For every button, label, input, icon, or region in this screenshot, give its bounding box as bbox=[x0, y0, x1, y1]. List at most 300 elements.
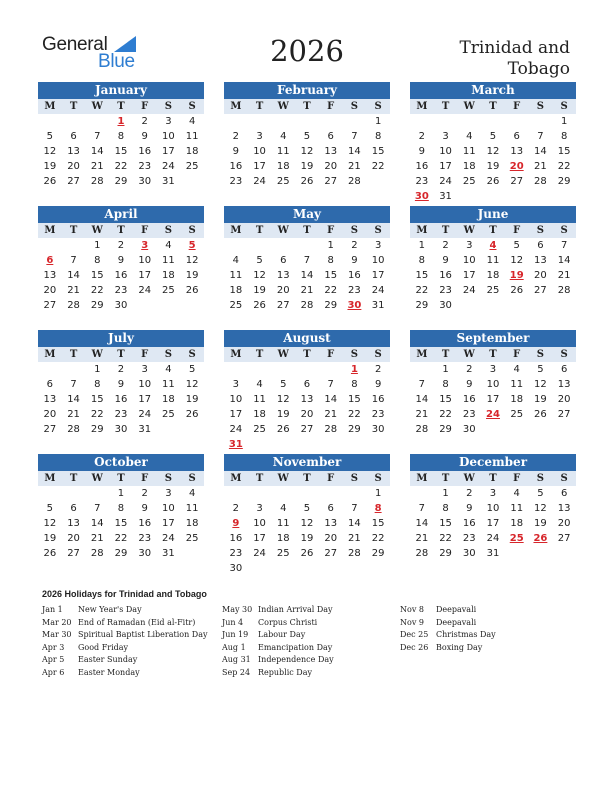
day: 17 bbox=[162, 146, 175, 157]
day: 19 bbox=[43, 161, 57, 172]
weekday-label: S bbox=[350, 473, 359, 484]
day: 9 bbox=[117, 379, 125, 390]
day: 7 bbox=[351, 131, 358, 142]
day: 12 bbox=[510, 255, 524, 266]
weekday-label: W bbox=[91, 225, 103, 236]
day: 2 bbox=[466, 364, 473, 375]
holiday-name: Republic Day bbox=[258, 667, 312, 677]
day: 13 bbox=[557, 503, 571, 514]
day: 1 bbox=[117, 488, 125, 499]
day: 19 bbox=[253, 285, 266, 296]
day: 27 bbox=[324, 548, 338, 559]
day: 23 bbox=[138, 161, 152, 172]
empty-cell bbox=[271, 362, 295, 377]
day: 5 bbox=[188, 364, 196, 375]
day: 23 bbox=[114, 285, 128, 296]
day: 28 bbox=[67, 424, 80, 435]
day: 18 bbox=[276, 161, 290, 172]
weekday-label: F bbox=[141, 349, 149, 360]
holiday-item bbox=[42, 667, 208, 680]
empty-cell bbox=[295, 486, 319, 501]
holiday-date: May 30 bbox=[222, 605, 253, 614]
day: 29 bbox=[439, 548, 452, 559]
day: 23 bbox=[371, 409, 385, 420]
month-july bbox=[38, 330, 204, 437]
day: 21 bbox=[67, 409, 80, 420]
holiday-day: 9 bbox=[232, 518, 240, 529]
empty-cell bbox=[481, 114, 505, 129]
day-grid bbox=[224, 362, 390, 452]
weekday-label: T bbox=[441, 225, 450, 236]
day: 6 bbox=[327, 131, 334, 142]
holiday-day: 30 bbox=[347, 300, 362, 311]
day: 30 bbox=[462, 548, 476, 559]
day: 31 bbox=[162, 176, 175, 187]
day: 17 bbox=[439, 161, 452, 172]
weekday-label: T bbox=[117, 101, 125, 112]
day: 8 bbox=[442, 379, 449, 390]
day: 5 bbox=[513, 240, 520, 251]
day: 26 bbox=[185, 409, 199, 420]
day: 26 bbox=[486, 176, 500, 187]
logo-word-blue: Blue bbox=[98, 51, 135, 72]
day: 20 bbox=[324, 161, 338, 172]
holiday-item bbox=[400, 617, 496, 630]
day: 26 bbox=[43, 548, 57, 559]
weekday-label: S bbox=[536, 101, 545, 112]
day: 28 bbox=[348, 176, 361, 187]
holiday-name: New Year's Day bbox=[78, 605, 142, 614]
holiday-column bbox=[400, 604, 496, 654]
day: 14 bbox=[90, 518, 104, 529]
empty-cell bbox=[529, 114, 553, 129]
weekday-label: T bbox=[441, 349, 450, 360]
day-grid bbox=[410, 362, 576, 437]
day: 23 bbox=[138, 533, 152, 544]
day: 28 bbox=[90, 176, 104, 187]
holiday-date: Nov 9 bbox=[400, 617, 424, 627]
logo-triangle-icon bbox=[114, 36, 136, 52]
day: 2 bbox=[232, 503, 240, 514]
holiday-name: Deepavali bbox=[436, 617, 477, 627]
weekday-label: T bbox=[441, 101, 450, 112]
day-grid bbox=[410, 238, 576, 313]
day: 13 bbox=[67, 146, 80, 157]
weekday-header bbox=[410, 471, 576, 486]
empty-cell bbox=[38, 486, 62, 501]
day: 14 bbox=[415, 518, 429, 529]
month-title: November bbox=[224, 454, 390, 471]
weekday-label: T bbox=[69, 473, 78, 484]
day: 23 bbox=[439, 285, 452, 296]
day: 21 bbox=[90, 161, 104, 172]
day: 14 bbox=[534, 146, 547, 157]
day: 7 bbox=[94, 131, 101, 142]
day: 18 bbox=[162, 394, 175, 405]
empty-cell bbox=[38, 362, 62, 377]
day: 31 bbox=[486, 548, 500, 559]
weekday-label: T bbox=[117, 473, 125, 484]
day: 19 bbox=[43, 533, 57, 544]
day: 15 bbox=[90, 394, 104, 405]
day: 14 bbox=[67, 270, 80, 281]
day: 11 bbox=[276, 146, 290, 157]
day: 15 bbox=[371, 146, 385, 157]
weekday-label: M bbox=[416, 225, 428, 236]
weekday-label: S bbox=[374, 225, 382, 236]
day: 24 bbox=[162, 161, 175, 172]
day: 10 bbox=[162, 503, 175, 514]
day: 16 bbox=[462, 394, 476, 405]
weekday-label: M bbox=[230, 473, 242, 484]
empty-cell bbox=[457, 114, 481, 129]
month-title: March bbox=[410, 82, 576, 99]
day: 25 bbox=[486, 285, 500, 296]
day: 27 bbox=[324, 176, 338, 187]
day: 24 bbox=[138, 285, 152, 296]
day: 16 bbox=[138, 146, 152, 157]
day: 19 bbox=[185, 394, 199, 405]
day: 9 bbox=[418, 146, 426, 157]
day: 10 bbox=[371, 255, 385, 266]
day: 16 bbox=[348, 270, 361, 281]
day: 24 bbox=[229, 424, 243, 435]
day: 16 bbox=[138, 518, 152, 529]
day: 7 bbox=[70, 255, 77, 266]
weekday-label: F bbox=[513, 349, 521, 360]
day: 29 bbox=[415, 300, 429, 311]
day: 8 bbox=[374, 131, 382, 142]
holiday-name: End of Ramadan (Eid al-Fitr) bbox=[78, 617, 196, 627]
day: 24 bbox=[253, 548, 266, 559]
weekday-header bbox=[224, 99, 390, 114]
day: 25 bbox=[276, 548, 290, 559]
weekday-label: W bbox=[91, 473, 103, 484]
day: 17 bbox=[253, 533, 266, 544]
day: 27 bbox=[557, 533, 571, 544]
day: 13 bbox=[534, 255, 547, 266]
weekday-label: T bbox=[69, 101, 78, 112]
day: 20 bbox=[43, 285, 57, 296]
day: 26 bbox=[510, 285, 524, 296]
day: 25 bbox=[253, 424, 266, 435]
weekday-label: T bbox=[303, 101, 311, 112]
weekday-label: S bbox=[164, 101, 173, 112]
day: 20 bbox=[67, 161, 80, 172]
holiday-day: 24 bbox=[486, 409, 500, 420]
empty-cell bbox=[295, 238, 319, 253]
empty-cell bbox=[248, 238, 272, 253]
holiday-column bbox=[222, 604, 334, 680]
day: 8 bbox=[442, 503, 449, 514]
holiday-day: 4 bbox=[489, 240, 497, 251]
weekday-label: W bbox=[91, 349, 103, 360]
day: 1 bbox=[418, 240, 426, 251]
day: 26 bbox=[276, 424, 290, 435]
empty-cell bbox=[85, 114, 109, 129]
day: 8 bbox=[94, 379, 101, 390]
day: 12 bbox=[534, 503, 547, 514]
empty-cell bbox=[224, 238, 248, 253]
holiday-date: Sep 24 bbox=[222, 667, 251, 677]
weekday-label: W bbox=[463, 225, 475, 236]
day: 28 bbox=[324, 424, 338, 435]
day: 21 bbox=[348, 161, 361, 172]
day: 1 bbox=[327, 240, 334, 251]
holiday-item bbox=[42, 642, 208, 655]
month-title: April bbox=[38, 206, 204, 223]
weekday-label: S bbox=[164, 349, 173, 360]
day: 31 bbox=[138, 424, 152, 435]
day: 18 bbox=[185, 146, 199, 157]
day: 30 bbox=[138, 548, 152, 559]
holiday-item bbox=[42, 617, 208, 630]
day: 14 bbox=[300, 270, 314, 281]
day: 22 bbox=[348, 409, 361, 420]
empty-cell bbox=[271, 114, 295, 129]
day: 25 bbox=[162, 409, 175, 420]
day: 28 bbox=[415, 424, 429, 435]
day: 1 bbox=[374, 116, 382, 127]
weekday-label: F bbox=[327, 349, 335, 360]
day: 4 bbox=[256, 379, 263, 390]
weekday-label: S bbox=[188, 349, 196, 360]
weekday-label: S bbox=[350, 225, 359, 236]
day: 21 bbox=[300, 285, 314, 296]
day: 18 bbox=[253, 409, 266, 420]
day: 22 bbox=[557, 161, 571, 172]
holiday-item bbox=[222, 654, 334, 667]
day: 3 bbox=[165, 116, 172, 127]
day: 15 bbox=[371, 518, 385, 529]
day: 21 bbox=[557, 270, 571, 281]
day: 20 bbox=[557, 394, 571, 405]
day: 19 bbox=[276, 409, 290, 420]
month-september bbox=[410, 330, 576, 437]
day: 1 bbox=[560, 116, 568, 127]
empty-cell bbox=[224, 114, 248, 129]
weekday-label: S bbox=[560, 473, 568, 484]
day: 12 bbox=[300, 146, 314, 157]
day: 15 bbox=[439, 518, 452, 529]
day: 14 bbox=[324, 394, 338, 405]
day: 4 bbox=[188, 116, 196, 127]
day: 23 bbox=[229, 176, 243, 187]
day-grid bbox=[410, 486, 576, 561]
day: 1 bbox=[94, 364, 101, 375]
day: 2 bbox=[141, 116, 148, 127]
day: 11 bbox=[162, 255, 175, 266]
weekday-label: S bbox=[188, 225, 196, 236]
day: 12 bbox=[486, 146, 500, 157]
day: 31 bbox=[371, 300, 385, 311]
day: 21 bbox=[90, 533, 104, 544]
empty-cell bbox=[410, 486, 434, 501]
day: 29 bbox=[90, 424, 104, 435]
day: 20 bbox=[534, 270, 547, 281]
empty-cell bbox=[295, 114, 319, 129]
day: 18 bbox=[462, 161, 476, 172]
weekday-label: F bbox=[141, 473, 149, 484]
weekday-label: F bbox=[513, 473, 521, 484]
day-grid bbox=[410, 114, 576, 204]
day-grid bbox=[38, 238, 204, 313]
weekday-label: M bbox=[44, 349, 56, 360]
day: 12 bbox=[300, 518, 314, 529]
day: 29 bbox=[90, 300, 104, 311]
day: 2 bbox=[117, 240, 125, 251]
weekday-header bbox=[224, 471, 390, 486]
day: 20 bbox=[324, 533, 338, 544]
day: 13 bbox=[510, 146, 524, 157]
day: 12 bbox=[43, 518, 57, 529]
holiday-column bbox=[42, 604, 208, 680]
day: 18 bbox=[510, 518, 524, 529]
weekday-label: S bbox=[188, 101, 196, 112]
day: 27 bbox=[43, 424, 57, 435]
day: 27 bbox=[43, 300, 57, 311]
day: 11 bbox=[229, 270, 243, 281]
day: 14 bbox=[67, 394, 80, 405]
day: 6 bbox=[46, 379, 54, 390]
weekday-header bbox=[38, 99, 204, 114]
day: 5 bbox=[537, 488, 544, 499]
month-title: September bbox=[410, 330, 576, 347]
day: 13 bbox=[324, 518, 338, 529]
day: 23 bbox=[415, 176, 429, 187]
day: 26 bbox=[185, 285, 199, 296]
month-november bbox=[224, 454, 390, 576]
day: 24 bbox=[138, 409, 152, 420]
day: 11 bbox=[162, 379, 175, 390]
day: 7 bbox=[351, 503, 358, 514]
weekday-label: F bbox=[141, 225, 149, 236]
logo-word-general: General bbox=[42, 34, 108, 55]
day: 16 bbox=[439, 270, 452, 281]
weekday-header bbox=[38, 347, 204, 362]
weekday-label: M bbox=[230, 225, 242, 236]
month-august bbox=[224, 330, 390, 452]
day: 17 bbox=[162, 518, 175, 529]
weekday-label: T bbox=[489, 349, 497, 360]
day: 7 bbox=[327, 379, 334, 390]
day: 18 bbox=[185, 518, 199, 529]
day: 22 bbox=[324, 285, 338, 296]
holiday-day: 25 bbox=[509, 533, 524, 544]
weekday-label: W bbox=[91, 101, 103, 112]
weekday-label: F bbox=[327, 101, 335, 112]
day: 16 bbox=[229, 161, 243, 172]
day: 12 bbox=[43, 146, 57, 157]
weekday-label: S bbox=[374, 473, 382, 484]
day: 1 bbox=[442, 364, 449, 375]
weekday-label: S bbox=[188, 473, 196, 484]
day: 11 bbox=[276, 518, 290, 529]
day: 30 bbox=[229, 563, 243, 574]
weekday-label: T bbox=[303, 349, 311, 360]
day: 20 bbox=[67, 533, 80, 544]
day: 15 bbox=[348, 394, 361, 405]
weekday-label: W bbox=[463, 101, 475, 112]
holiday-item bbox=[222, 667, 334, 680]
empty-cell bbox=[343, 114, 367, 129]
country-name: Trinidad and Tobago bbox=[459, 38, 570, 79]
day: 30 bbox=[114, 300, 128, 311]
day: 27 bbox=[67, 176, 80, 187]
holiday-day: 31 bbox=[228, 439, 243, 450]
day: 4 bbox=[513, 488, 520, 499]
holiday-name: Independence Day bbox=[258, 655, 334, 665]
day: 28 bbox=[415, 548, 429, 559]
weekday-header bbox=[38, 471, 204, 486]
holiday-name: Christmas Day bbox=[436, 630, 496, 640]
day: 8 bbox=[117, 503, 125, 514]
day: 9 bbox=[466, 503, 473, 514]
day: 7 bbox=[418, 503, 426, 514]
day: 11 bbox=[185, 503, 199, 514]
day: 27 bbox=[300, 424, 314, 435]
holiday-item bbox=[222, 642, 334, 655]
day: 4 bbox=[165, 364, 172, 375]
day: 9 bbox=[117, 255, 125, 266]
day: 12 bbox=[534, 379, 547, 390]
weekday-label: S bbox=[374, 349, 382, 360]
day: 15 bbox=[114, 146, 128, 157]
day: 22 bbox=[439, 409, 452, 420]
day: 19 bbox=[300, 533, 314, 544]
day: 18 bbox=[229, 285, 243, 296]
holiday-name: Easter Monday bbox=[78, 667, 140, 677]
holiday-date: Apr 6 bbox=[42, 667, 65, 677]
day: 14 bbox=[90, 146, 104, 157]
weekday-label: M bbox=[416, 101, 428, 112]
day: 24 bbox=[486, 533, 500, 544]
day: 24 bbox=[253, 176, 266, 187]
day: 23 bbox=[229, 548, 243, 559]
weekday-label: S bbox=[536, 349, 545, 360]
day: 13 bbox=[300, 394, 314, 405]
holiday-name: Indian Arrival Day bbox=[258, 605, 333, 614]
day: 8 bbox=[94, 255, 101, 266]
weekday-label: T bbox=[489, 225, 497, 236]
weekday-header bbox=[224, 347, 390, 362]
day: 15 bbox=[415, 270, 429, 281]
generalblue-logo[interactable] bbox=[42, 34, 152, 74]
weekday-label: S bbox=[536, 225, 545, 236]
day: 2 bbox=[418, 131, 426, 142]
day: 31 bbox=[439, 191, 452, 202]
day: 4 bbox=[280, 503, 287, 514]
day: 24 bbox=[439, 176, 452, 187]
day: 9 bbox=[442, 255, 449, 266]
day: 22 bbox=[439, 533, 452, 544]
weekday-header bbox=[410, 347, 576, 362]
day: 23 bbox=[348, 285, 361, 296]
day: 3 bbox=[256, 131, 263, 142]
weekday-label: M bbox=[44, 101, 56, 112]
day: 7 bbox=[303, 255, 311, 266]
month-title: July bbox=[38, 330, 204, 347]
weekday-header bbox=[38, 223, 204, 238]
day: 13 bbox=[324, 146, 338, 157]
day: 28 bbox=[557, 285, 571, 296]
day: 13 bbox=[67, 518, 80, 529]
day: 25 bbox=[185, 161, 199, 172]
day: 16 bbox=[114, 270, 128, 281]
day-grid bbox=[38, 486, 204, 561]
weekday-header bbox=[224, 223, 390, 238]
holiday-date: Jun 4 bbox=[222, 617, 244, 627]
